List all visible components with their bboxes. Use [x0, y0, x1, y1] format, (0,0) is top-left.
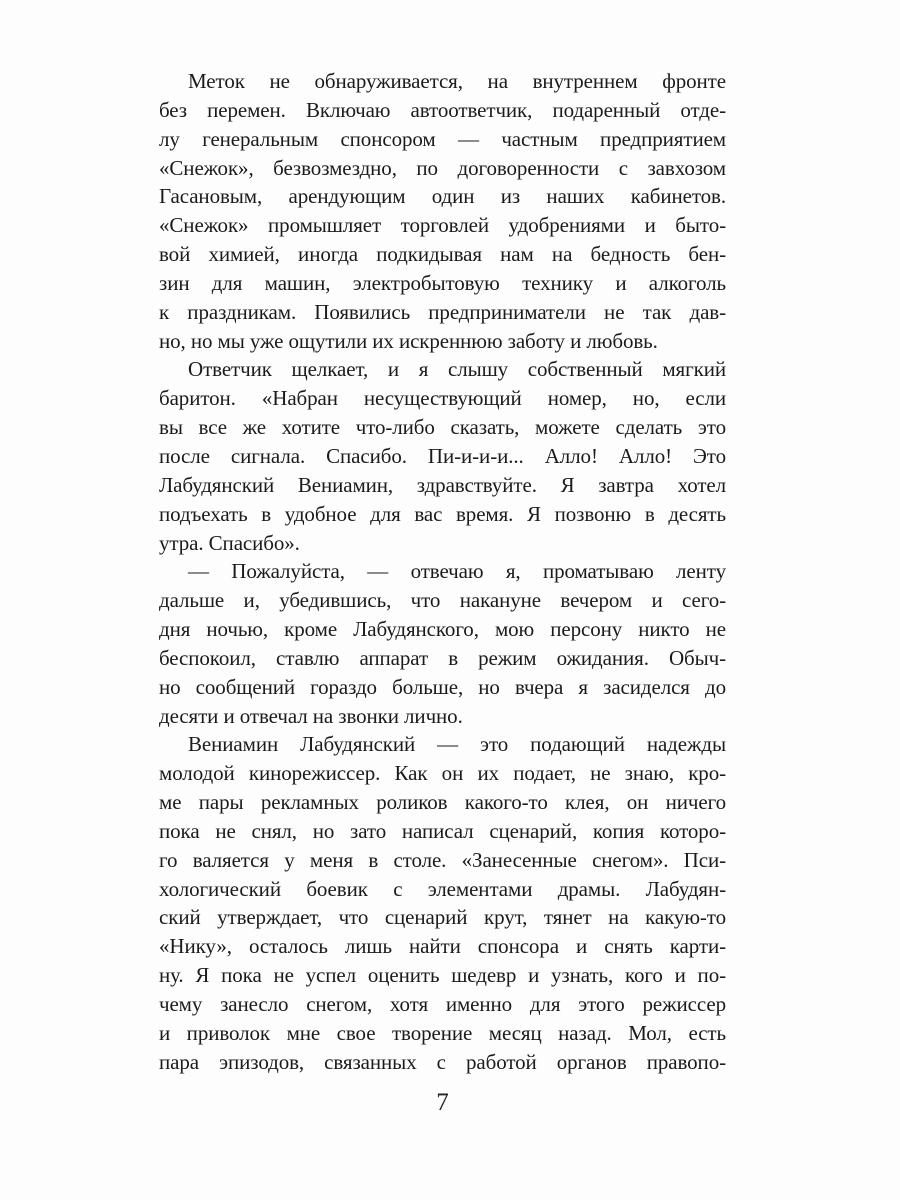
text-line: Меток не обнаруживается, на внутреннем фронте [188, 69, 726, 93]
text-line: «Снежок», безвозмездно, по договоренности с завхозом [159, 155, 726, 180]
text-line: пока не снял, но зато написал сценарий, копия которо- [159, 818, 726, 843]
text-line: — Пожалуйста, — отвечаю я, проматываю ленту [188, 559, 726, 584]
text-line: молодой кинорежиссер. Как он их подает, не знаю, кро- [159, 761, 726, 786]
text-line: Ответчик щелкает, и я слышу собственный мягкий [188, 357, 726, 382]
text-line: после сигнала. Спасибо. Пи-и-и-и... Алло! Алло! Это [159, 443, 726, 468]
text-line: но, но мы уже ощутили их искреннюю заботу и любовь. [159, 328, 658, 353]
text-line: ский утверждает, что сценарий крут, тянет на какую-то [159, 905, 726, 930]
text-line: лу генеральным спонсором — частным предприятием [159, 126, 726, 151]
text-line: ну. Я пока не успел оценить шедевр и узнать, кого и по- [159, 963, 726, 988]
text-line: подъехать в удобное для вас время. Я позвоню в десять [159, 501, 726, 526]
text-line: но сообщений гораздо больше, но вчера я засиделся до [159, 674, 726, 699]
text-line: чему занесло снегом, хотя именно для этого режиссер [159, 992, 726, 1016]
text-line: пара эпизодов, связанных с работой органов правопо- [159, 1049, 726, 1074]
text-line: «Снежок» промышляет торговлей удобрениями и быто- [159, 213, 726, 238]
text-line: вой химией, иногда подкидывая нам на бедность бен- [159, 242, 726, 267]
text-line: Лабудянский Вениамин, здравствуйте. Я завтра хотел [159, 472, 726, 497]
text-line: вы все же хотите что-либо сказать, можете сделать это [159, 415, 726, 440]
text-line: без перемен. Включаю автоответчик, подаренный отде- [159, 97, 726, 122]
text-line: беспокоил, ставлю аппарат в режим ожидания. Обыч- [159, 645, 726, 670]
text-line: и приволок мне свое творение месяц назад. Мол, есть [159, 1020, 726, 1045]
text-line: го валяется у меня в столе. «Занесенные снегом». Пси- [159, 847, 726, 872]
text-line: ме пары рекламных роликов какого-то клея, он ничего [159, 790, 726, 815]
text-line: дальше и, убедившись, что накануне вечером и сего- [159, 588, 726, 613]
text-line: дня ночью, кроме Лабудянского, мою персону никто не [159, 617, 726, 642]
text-line: утра. Спасибо». [159, 530, 300, 555]
page-number: 7 [436, 1089, 449, 1116]
text-line: десяти и отвечал на звонки лично. [159, 703, 463, 728]
text-line: Вениамин Лабудянский — это подающий надежды [188, 732, 726, 757]
text-line: «Нику», осталось лишь найти спонсора и снять карти- [159, 934, 726, 959]
page-text [159, 67, 726, 1077]
text-line: баритон. «Набран несуществующий номер, но, если [159, 386, 726, 411]
text-line: к праздникам. Появились предприниматели не так дав- [159, 299, 726, 324]
text-line: Гасановым, арендующим один из наших кабинетов. [159, 184, 726, 209]
text-line: хологический боевик с элементами драмы. Лабудян- [159, 876, 726, 901]
text-line: зин для машин, электробытовую технику и алкоголь [159, 270, 726, 295]
